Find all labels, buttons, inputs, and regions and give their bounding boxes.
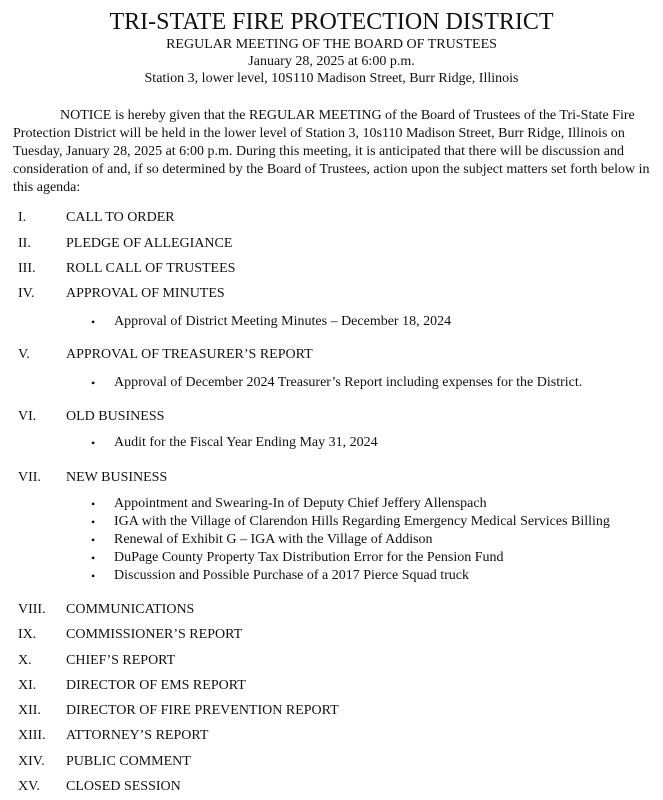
agenda-numeral: XII.: [18, 703, 41, 718]
agenda-numeral: II.: [18, 236, 31, 251]
agenda-sublist: [0, 313, 663, 331]
bullet-icon: •: [91, 436, 96, 450]
agenda-heading: CLOSED SESSION: [66, 779, 181, 794]
agenda-subitem-text: Approval of December 2024 Treasurer’s Report including expenses for the District.: [114, 375, 583, 390]
notice-paragraph: NOTICE is hereby given that the REGULAR MEETING of the Board of Trustees of the Tri-State Fire Protection District will be held in the lower level of Station 3, 10s110 Madison Street, Burr Ridge, Illinois on Tuesday, January 28, 2025 at 6:00 p.m. During this meeting, it is anticipated that there will be discussion and consideration of and, if so determined by the Board of Trustees, action upon the subject matters set forth below in this agenda:: [13, 108, 650, 195]
bullet-icon: •: [91, 497, 96, 511]
agenda-numeral: III.: [18, 261, 36, 276]
agenda-heading: ROLL CALL OF TRUSTEES: [66, 261, 236, 276]
agenda-numeral: XI.: [18, 678, 37, 693]
bullet-icon: •: [91, 515, 96, 529]
agenda-heading: CALL TO ORDER: [66, 210, 175, 225]
meeting-subtitle: REGULAR MEETING OF THE BOARD OF TRUSTEES: [166, 37, 497, 52]
district-title: TRI-STATE FIRE PROTECTION DISTRICT: [109, 9, 554, 35]
agenda-sublist: [0, 495, 663, 585]
agenda-subitem: [0, 374, 663, 392]
agenda-heading: DIRECTOR OF FIRE PREVENTION REPORT: [66, 703, 339, 718]
agenda-subitem: [0, 495, 663, 513]
agenda-numeral: XIV.: [18, 754, 45, 769]
agenda-subitem-text: Discussion and Possible Purchase of a 2017 Pierce Squad truck: [114, 568, 469, 583]
meeting-date-time: January 28, 2025 at 6:00 p.m.: [248, 54, 415, 69]
agenda-numeral: IX.: [18, 627, 37, 642]
bullet-icon: •: [91, 551, 96, 565]
agenda-subitem-text: Approval of District Meeting Minutes – December 18, 2024: [114, 314, 452, 329]
agenda-numeral: X.: [18, 653, 32, 668]
agenda-numeral: XV.: [18, 779, 40, 794]
agenda-subitem-text: IGA with the Village of Clarendon Hills Regarding Emergency Medical Services Billing: [114, 514, 610, 529]
agenda-subitem-text: Appointment and Swearing-In of Deputy Chief Jeffery Allenspach: [114, 496, 487, 511]
agenda-subitem-text: Renewal of Exhibit G – IGA with the Village of Addison: [114, 532, 433, 547]
agenda-numeral: IV.: [18, 286, 35, 301]
agenda-heading: APPROVAL OF TREASURER’S REPORT: [66, 347, 313, 362]
agenda-subitem-text: DuPage County Property Tax Distribution Error for the Pension Fund: [114, 550, 504, 565]
bullet-icon: •: [91, 376, 96, 390]
agenda-numeral: V.: [18, 347, 30, 362]
agenda-heading: CHIEF’S REPORT: [66, 653, 176, 668]
agenda-numeral: VIII.: [18, 602, 46, 617]
agenda-heading: ATTORNEY’S REPORT: [66, 728, 209, 743]
agenda-numeral: I.: [18, 210, 27, 225]
agenda-heading: COMMISSIONER’S REPORT: [66, 627, 243, 642]
bullet-icon: •: [91, 533, 96, 547]
bullet-icon: •: [91, 315, 96, 329]
agenda-subitem: [0, 531, 663, 549]
agenda-heading: OLD BUSINESS: [66, 409, 165, 424]
agenda-heading: DIRECTOR OF EMS REPORT: [66, 678, 246, 693]
agenda-numeral: VI.: [18, 409, 37, 424]
agenda-subitem: [0, 313, 663, 331]
agenda-numeral: VII.: [18, 470, 41, 485]
agenda-sublist: [0, 374, 663, 392]
agenda-subitem: [0, 549, 663, 567]
agenda-subitem: [0, 434, 663, 452]
agenda-subitem: [0, 567, 663, 585]
agenda-subitem: [0, 513, 663, 531]
agenda-numeral: XIII.: [18, 728, 46, 743]
agenda-heading: NEW BUSINESS: [66, 470, 168, 485]
agenda-sublist: [0, 434, 663, 452]
agenda-heading: COMMUNICATIONS: [66, 602, 195, 617]
agenda-heading: APPROVAL OF MINUTES: [66, 286, 225, 301]
agenda-heading: PLEDGE OF ALLEGIANCE: [66, 236, 233, 251]
bullet-icon: •: [91, 569, 96, 583]
agenda-subitem-text: Audit for the Fiscal Year Ending May 31, 2024: [114, 435, 378, 450]
agenda-heading: PUBLIC COMMENT: [66, 754, 191, 769]
meeting-location: Station 3, lower level, 10S110 Madison Street, Burr Ridge, Illinois: [144, 71, 519, 86]
